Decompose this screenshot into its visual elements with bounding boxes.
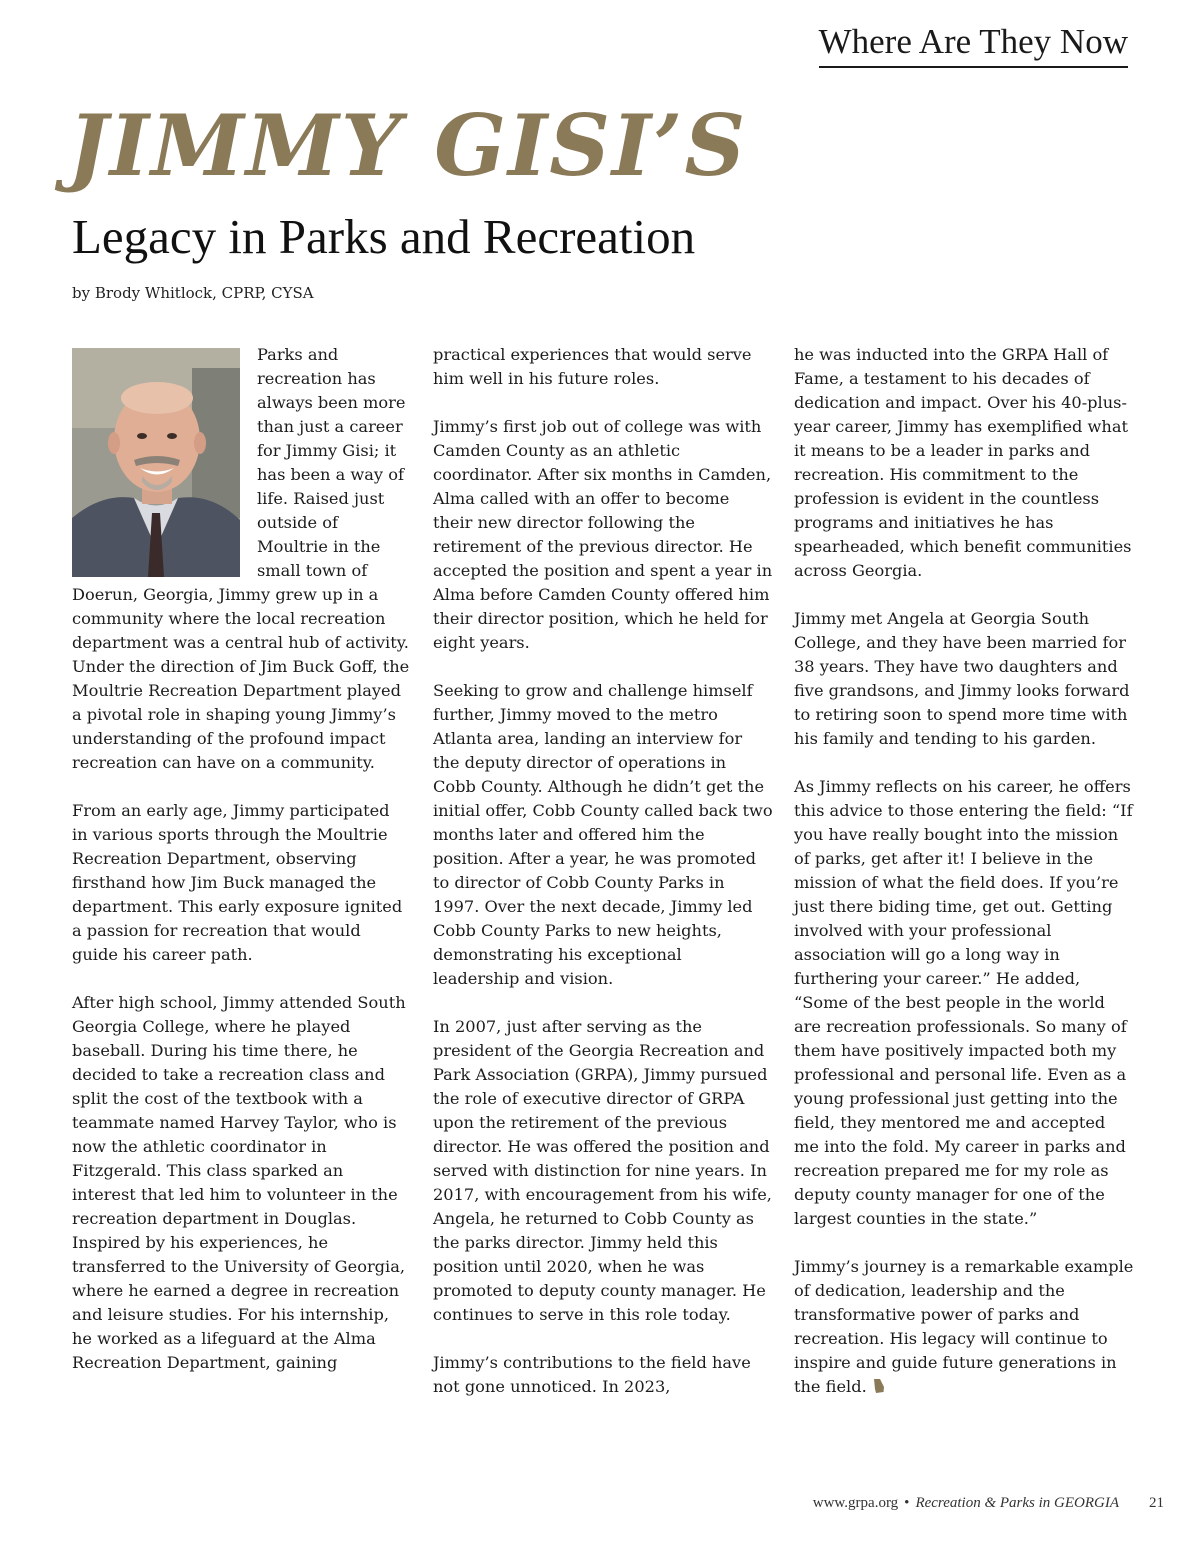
- paragraph-final-text: Jimmy’s journey is a remarkable example of dedication, leadership and the transformative power of parks and recreation. His legacy will continue to inspire and guide future generations in the field.: [794, 1257, 1134, 1396]
- paragraph: Jimmy’s contributions to the field have not gone unnoticed. In 2023,: [433, 1353, 751, 1396]
- page-number: 21: [1149, 1495, 1164, 1511]
- paragraph: he was inducted into the GRPA Hall of Fame, a testament to his decades of dedication and impact. Over his 40-plus-year career, Jimmy has exemplified what it means to be a leader in parks and recreation. His commitment to the profession is evident in the countless programs and initiatives he has spearheaded, which benefit communities across Georgia.: [794, 345, 1132, 580]
- article-title: JIMMY GISI’S: [68, 96, 748, 195]
- portrait-photo: [72, 348, 240, 577]
- section-label: Where Are They Now: [819, 22, 1128, 68]
- paragraph: From an early age, Jimmy participated in various sports through the Moultrie Recreation Department, observing firsthand how Jim Buck managed the department. This early exposure ignited a passion for recreation that would guide his career path.: [72, 801, 403, 964]
- paragraph: In 2007, just after serving as the president of the Georgia Recreation and Park Association (GRPA), Jimmy pursued the role of executive director of GRPA upon the retirement of the previous director. He was offered the position and served with distinction for nine years. In 2017, with encouragement from his wife, Angela, he returned to Cobb County as the parks director. Jimmy held this position until 2020, when he was promoted to deputy county manager. He continues to serve in this role today.: [433, 1017, 772, 1324]
- paragraph: Parks and recreation has always been more than just a career for Jimmy Gisi; it has been a way of life. Raised just outside of Moultrie in the small town of Doerun, Georgia, Jimmy grew up in a community where the local recreation department was a central hub of activity. Under the direction of Jim Buck Goff, the Moultrie Recreation Department played a pivotal role in shaping young Jimmy’s understanding of the profound impact recreation can have on a community.: [72, 345, 410, 772]
- footer-publication: Recreation & Parks in GEORGIA: [915, 1495, 1119, 1511]
- article-subtitle: Legacy in Parks and Recreation: [72, 209, 696, 264]
- byline: by Brody Whitlock, CPRP, CYSA: [72, 284, 314, 302]
- footer-website: www.grpa.org: [812, 1495, 899, 1511]
- footer-separator: •: [904, 1495, 910, 1511]
- page-footer: [813, 1495, 1164, 1512]
- article-column-2: [433, 343, 773, 1399]
- georgia-end-mark-icon: [873, 1376, 885, 1400]
- article-column-1: [72, 343, 410, 1375]
- paragraph: practical experiences that would serve him well in his future roles.: [433, 345, 752, 388]
- paragraph-final: [794, 1255, 1134, 1400]
- paragraph: After high school, Jimmy attended South Georgia College, where he played baseball. During his time there, he decided to take a recreation class and split the cost of the textbook with a teammate named Harvey Taylor, who is now the athletic coordinator in Fitzgerald. This class sparked an interest that led him to volunteer in the recreation department in Douglas. Inspired by his experiences, he transferred to the University of Georgia, where he earned a degree in recreation and leisure studies. For his internship, he worked as a lifeguard at the Alma Recreation Department, gaining: [72, 993, 406, 1372]
- paragraph: Seeking to grow and challenge himself further, Jimmy moved to the metro Atlanta area, landing an interview for the deputy director of operations in Cobb County. Although he didn’t get the initial offer, Cobb County called back two months later and offered him the position. After a year, he was promoted to director of Cobb County Parks in 1997. Over the next decade, Jimmy led Cobb County Parks to new heights, demonstrating his exceptional leadership and vision.: [433, 681, 773, 988]
- article-column-3: [794, 343, 1134, 1400]
- paragraph: Jimmy’s first job out of college was with Camden County as an athletic coordinator. After six months in Camden, Alma called with an offer to become their new director following the retirement of the previous director. He accepted the position and spent a year in Alma before Camden County offered him their director position, which he held for eight years.: [433, 417, 773, 652]
- paragraph: Jimmy met Angela at Georgia South College, and they have been married for 38 years. They have two daughters and five grandsons, and Jimmy looks forward to retiring soon to spend more time with his family and tending to his garden.: [794, 609, 1130, 748]
- paragraph: As Jimmy reflects on his career, he offers this advice to those entering the field: “If you have really bought into the mission of parks, get after it! I believe in the mission of what the field does. If you’re just there biding time, get out. Getting involved with your professional association will go a long way in furthering your career.” He added, “Some of the best people in the world are recreation professionals. So many of them have positively impacted both my professional and personal life. Even as a young professional just getting into the field, they mentored me and accepted me into the fold. My career in parks and recreation prepared me for my role as deputy county manager for one of the largest counties in the state.”: [794, 777, 1133, 1228]
